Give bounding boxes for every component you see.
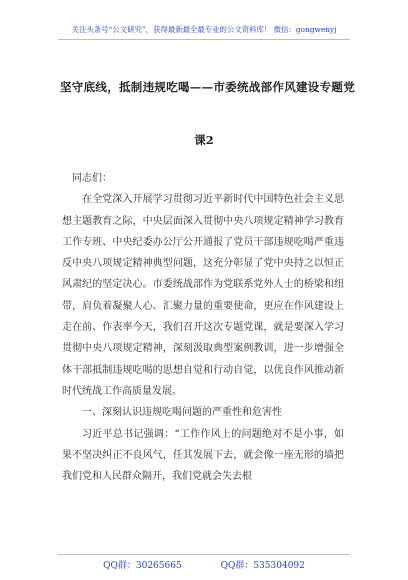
body-paragraph-closing: 习近平总书记强调：“工作作风上的问题绝对不是小事，如果不坚决纠正不良风气，任其发展下去，就会像一座无形的墙把我们党和人民群众隔开，我们党就会失去根 (62, 428, 344, 483)
document-title-line-2: 课2 (194, 133, 214, 147)
salutation: 同志们： (72, 173, 112, 184)
footer-qq-group-1: QQ群：30265665 (103, 561, 182, 571)
header-banner: 关注头条号“公文研究”，获得最新最全最专业的公文资料库！ 微信：gongwenyj (58, 24, 350, 40)
body-paragraph: 在全党深入开展学习贯彻习近平新时代中国特色社会主义思想主题教育之际，中央层面深入贯彻中央八项规定精神学习教育工作专班、中央纪委办公厅公开通报了党员干部违规吃喝严重违反中央八项规定精神典型问题，这充分彰显了党中央持之以恒正风肃纪的坚定决心。市委统战部作为党联系党外人士的桥梁和纽带，肩负着凝聚人心、汇聚力量的重要使命，更应在作风建设上走在前、作表率今天，我们召开这次专题党课，就是要深入学习贯彻中央八项规定精神，深刻汲取典型案例教训，进一步增强全体干部抵制违规吃喝的思想自觉和行动自觉，以优良作风推动新时代统战工作高质量发展。 (62, 194, 344, 397)
document-body (62, 168, 344, 487)
section-heading: 一、深刻认识违规吃喝问题的严重性和危害性 (82, 407, 282, 419)
footer-bar (58, 554, 350, 571)
document-title-line-1: 坚守底线，抵制违规吃喝——市委统战部作风建设专题党 (60, 80, 355, 94)
footer-qq-group-2: QQ群：535304092 (220, 561, 305, 571)
